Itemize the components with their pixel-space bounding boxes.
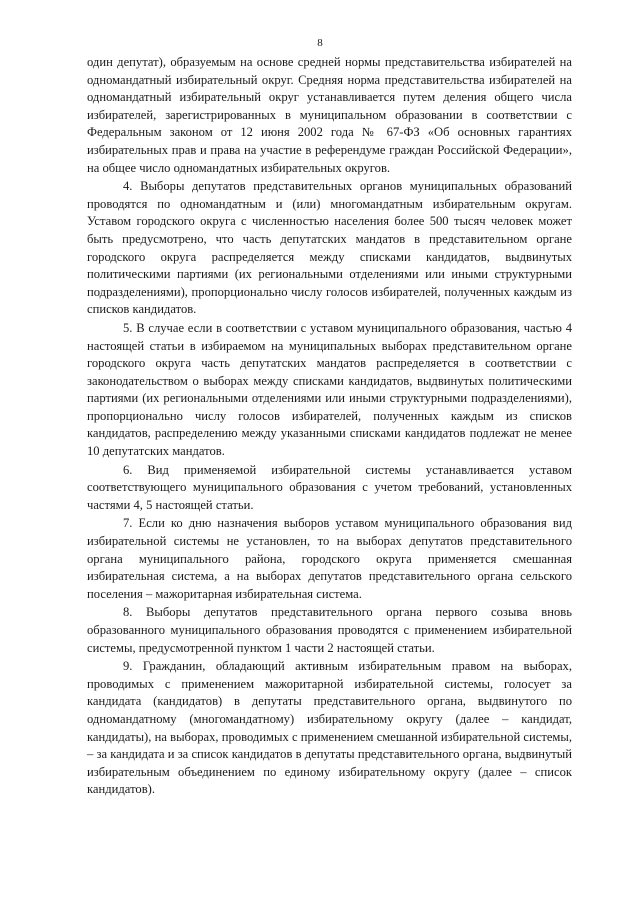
paragraph-continuation: один депутат), образуемым на основе средней нормы представительства избирателей на одномандатный избирательный округ. Средняя норма представительства избирателей на одномандатный избирательный округ устанавливается путем деления общего числа избирателей, зарегистрированных в муниципальном образовании в соответствии с Федеральным законом от 12 июня 2002 года № 67-ФЗ «Об основных гарантиях избирательных прав и права на участие в референдуме граждан Российской Федерации», на общее число одномандатных избирательных округов. — [87, 55, 572, 175]
paragraph-6: 6. Вид применяемой избирательной системы устанавливается уставом соответствующего муниципального образования с учетом требований, установленных частями 4, 5 настоящей статьи. — [87, 462, 572, 512]
paragraph-4: 4. Выборы депутатов представительных органов муниципальных образований проводятся по одномандатным и (или) многомандатным избирательным округам. Уставом городского округа с численностью населения более 500 тысяч человек может быть предусмотрено, что часть депутатских мандатов в представительном органе городского округа распределяется между списками кандидатов, выдвинутых политическими партиями (их региональными отделениями или иными структурными подразделениями), пропорционально числу голосов избирателей, полученных каждым из списков кандидатов. — [87, 179, 572, 317]
page-number: 8 — [317, 37, 323, 49]
paragraph-8: 8. Выборы депутатов представительного органа первого созыва вновь образованного муниципального образования проводятся с применением избирательной системы, предусмотренной пунктом 1 части 2 настоящей статьи. — [87, 605, 572, 655]
paragraph-7: 7. Если ко дню назначения выборов уставом муниципального образования вид избирательной системы не установлен, то на выборах депутатов представительного органа муниципального района, городского округа применяется смешанная избирательная система, а на выборах депутатов представительного органа сельского поселения – мажоритарная избирательная система. — [87, 516, 572, 601]
paragraph-5: 5. В случае если в соответствии с уставом муниципального образования, частью 4 настоящей статьи в избираемом на муниципальных выборах представительном органе городского округа часть депутатских мандатов распределяется в соответствии с законодательством о выборах между списками кандидатов, выдвинутых политическими партиями (их региональными отделениями или иными структурными подразделениями), пропорционально числу голосов избирателей, полученных каждым из списков кандидатов, распределению между указанными списками кандидатов подлежат не менее 10 депутатских мандатов. — [87, 320, 572, 459]
document-body — [87, 54, 572, 800]
paragraph-9: 9. Гражданин, обладающий активным избирательным правом на выборах, проводимых с применением мажоритарной избирательной системы, голосует за кандидата (кандидатов) в депутаты представительного органа, выдвинутого по одномандатному (многомандатному) избирательному округу (далее – кандидат, кандидаты), на выборах, проводимых с применением смешанной избирательной системы, – за кандидата и за список кандидатов в депутаты представительного органа, выдвинутый избирательным объединением по единому избирательному округу (далее – список кандидатов). — [87, 659, 572, 797]
